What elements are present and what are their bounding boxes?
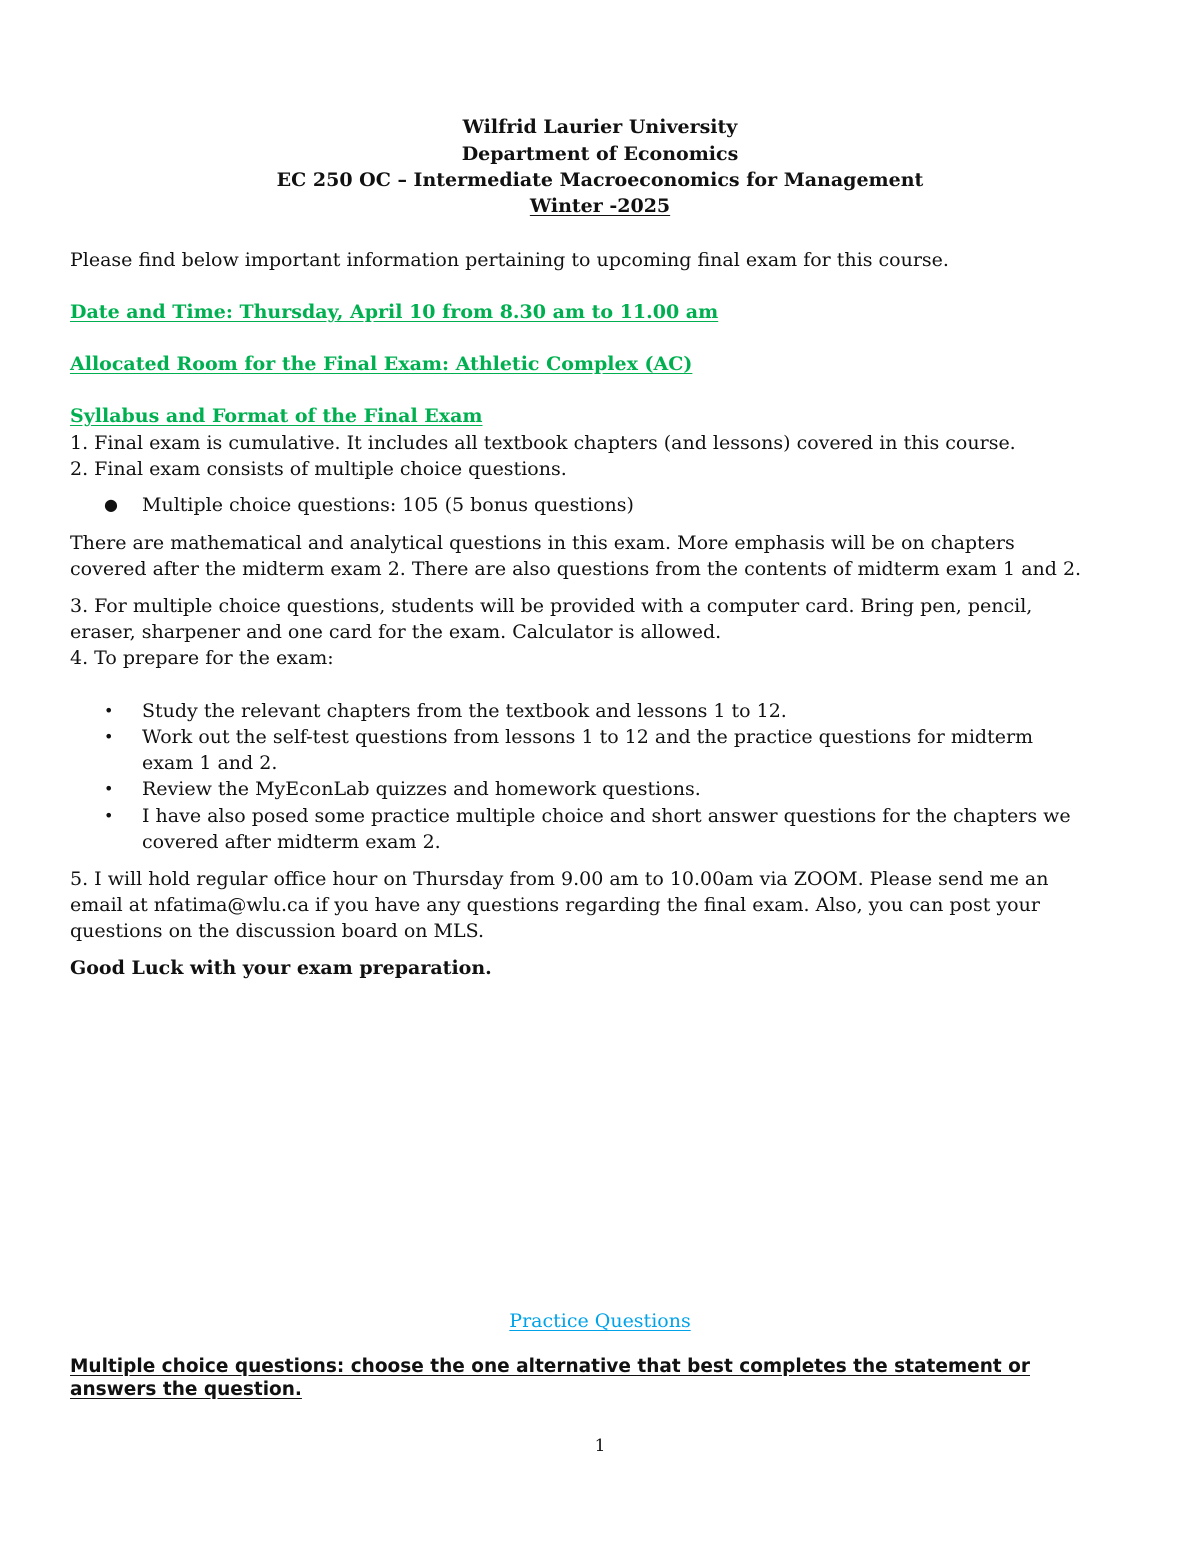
list-item-3-line-2: eraser, sharpener and one card for the exam. Calculator is allowed. (70, 621, 722, 643)
list-item-5-line-1: 5. I will hold regular office hour on Thursday from 9.00 am to 10.00am via ZOOM. Please send me an (70, 868, 1049, 890)
bullet-dot-icon: ● (104, 495, 118, 514)
department-name: Department of Economics (461, 143, 739, 165)
room-heading: Allocated Room for the Final Exam: Athletic Complex (AC) (70, 353, 693, 375)
list-item-2: 2. Final exam consists of multiple choice questions. (70, 458, 567, 480)
prep-bullet-4-line-2: covered after midterm exam 2. (142, 831, 441, 853)
prep-bullet-3: Review the MyEconLab quizzes and homework questions. (142, 778, 701, 800)
term (0, 193, 1200, 219)
date-time-heading: Date and Time: Thursday, April 10 from 8.30 am to 11.00 am (70, 301, 719, 323)
page-number: 1 (594, 1436, 606, 1456)
university-name: Wilfrid Laurier University (462, 116, 738, 138)
bullet-dot-icon: • (104, 779, 114, 798)
syllabus-heading: Syllabus and Format of the Final Exam (70, 405, 483, 427)
bullet-dot-icon: • (104, 806, 114, 825)
emphasis-line-2: covered after the midterm exam 2. There are also questions from the contents of midterm exam 1 and 2. (70, 558, 1082, 580)
intro-text: Please find below important information pertaining to upcoming final exam for this course. (70, 249, 949, 271)
prep-bullet-1: Study the relevant chapters from the textbook and lessons 1 to 12. (142, 700, 787, 722)
course-title: EC 250 OC – Intermediate Macroeconomics for Management (276, 169, 924, 191)
term-text: Winter -2025 (529, 195, 671, 217)
prep-bullet-2-line-2: exam 1 and 2. (142, 752, 278, 774)
bullet-dot-icon: • (104, 727, 114, 746)
mcq-instruction-line-2: answers the question. (70, 1379, 302, 1400)
list-item-5-line-2: email at nfatima@wlu.ca if you have any questions regarding the final exam. Also, you can post your (70, 894, 1040, 916)
list-item-5-line-3: questions on the discussion board on MLS. (70, 920, 484, 942)
bullet-dot-icon: • (104, 701, 114, 720)
prep-bullet-4-line-1: I have also posed some practice multiple choice and short answer questions for the chapters we (142, 805, 1071, 827)
prep-bullet-2-line-1: Work out the self-test questions from lessons 1 to 12 and the practice questions for midterm (142, 726, 1034, 748)
emphasis-line-1: There are mathematical and analytical questions in this exam. More emphasis will be on chapters (70, 532, 1015, 554)
list-item-3-line-1: 3. For multiple choice questions, students will be provided with a computer card. Bring pen, pencil, (70, 595, 1033, 617)
good-luck-text: Good Luck with your exam preparation. (70, 957, 492, 979)
list-item-1: 1. Final exam is cumulative. It includes all textbook chapters (and lessons) covered in this course. (70, 432, 1016, 454)
mcq-count-bullet: Multiple choice questions: 105 (5 bonus questions) (142, 494, 634, 516)
mcq-instruction-line-1: Multiple choice questions: choose the one alternative that best completes the statement or (70, 1356, 1030, 1377)
list-item-4: 4. To prepare for the exam: (70, 647, 334, 669)
practice-questions-heading: Practice Questions (509, 1310, 691, 1332)
